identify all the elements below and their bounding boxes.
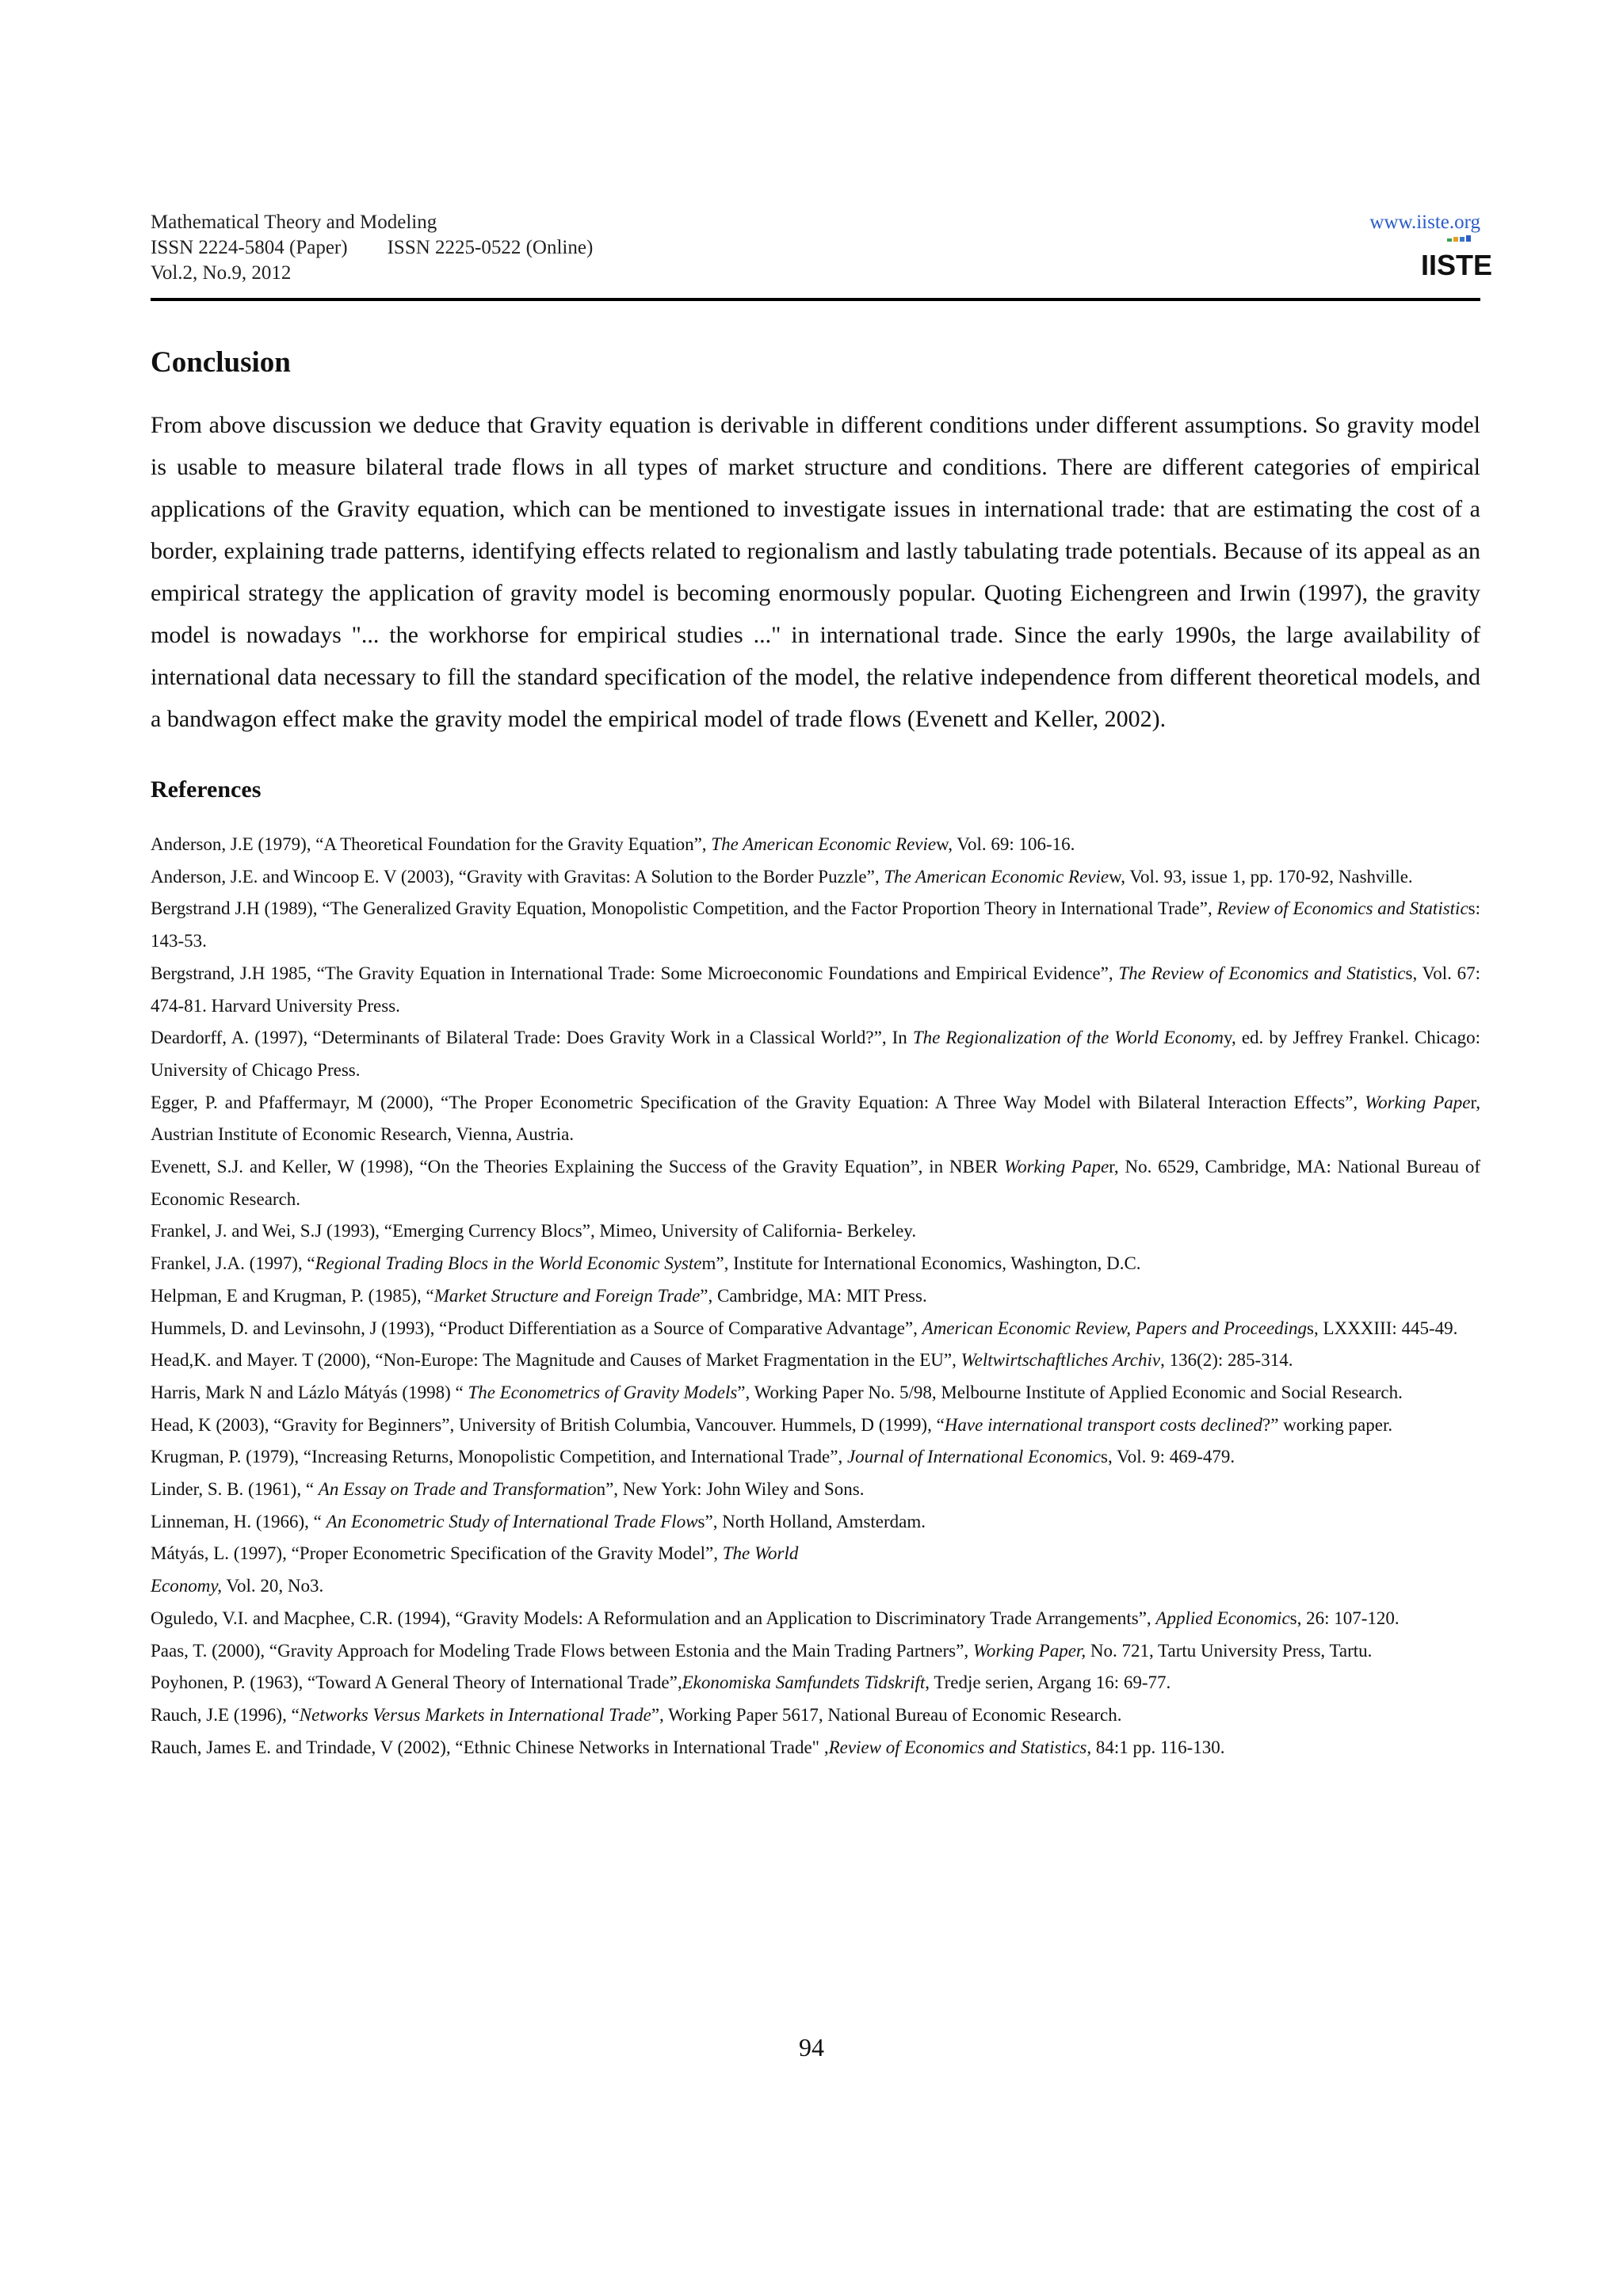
reference-source-title: Regional Trading Blocs in the World Economic Syste — [315, 1253, 702, 1274]
reference-source-title: Have international transport costs declined — [944, 1414, 1262, 1435]
reference-text: Head, K (2003), “Gravity for Beginners”, University of British Columbia, Vancouver. Hummels, D (1999), “ — [151, 1414, 945, 1435]
reference-source-title: The American Economic Revie — [711, 834, 937, 854]
reference-text: w, Vol. 93, issue 1, pp. 170-92, Nashville. — [1109, 866, 1413, 887]
reference-item — [151, 1667, 1480, 1699]
reference-source-title: Working Pape — [1365, 1092, 1471, 1112]
reference-text: Hummels, D. and Levinsohn, J (1993), “Product Differentiation as a Source of Comparative Advantage”, — [151, 1318, 922, 1338]
reference-text: Mátyás, L. (1997), “Proper Econometric Specification of the Gravity Model”, — [151, 1543, 723, 1564]
reference-item — [151, 1313, 1480, 1345]
reference-text: No. 721, Tartu University Press, Tartu. — [1086, 1640, 1373, 1661]
issn-line — [151, 235, 1480, 261]
reference-source-title: American Economic Review, Papers and Proceeding — [922, 1318, 1308, 1338]
reference-text: m”, Institute for International Economics, Washington, D.C. — [701, 1253, 1141, 1274]
reference-item — [151, 1538, 1480, 1570]
reference-text: Bergstrand J.H (1989), “The Generalized Gravity Equation, Monopolistic Competition, and the Factor Proportion Theory in International Trade”, — [151, 898, 1217, 919]
reference-item — [151, 1377, 1480, 1409]
reference-text: Paas, T. (2000), “Gravity Approach for Modeling Trade Flows between Estonia and the Main Trading Partners”, — [151, 1640, 973, 1661]
reference-text: s: 143-53. — [151, 898, 1480, 952]
conclusion-paragraph: From above discussion we deduce that Gravity equation is derivable in different conditions under different assumptions. So gravity model is usable to measure bilateral trade flows in all types of market structure and conditions. There are different categories of empirical applications of the Gravity equation, which can be mentioned to investigate issues in international trade: that are estimating the cost of a border, explaining trade patterns, identifying effects related to regionalism and lastly tabulating trade potentials. Because of its appeal as an empirical strategy the application of gravity model is becoming enormously popular. Quoting Eichengreen and Irwin (1997), the gravity model is nowadays "... the workhorse for empirical studies ..." in international trade. Since the early 1990s, the large availability of international data necessary to fill the standard specification of the model, the relative independence from different theoretical models, and a bandwagon effect make the gravity model the empirical model of trade flows (Evenett and Keller, 2002). — [151, 412, 1480, 732]
reference-text: ”, Working Paper No. 5/98, Melbourne Institute of Applied Economic and Social Research. — [737, 1382, 1403, 1402]
reference-text: , Tredje serien, Argang 16: 69-77. — [925, 1672, 1171, 1693]
reference-item — [151, 1603, 1480, 1635]
reference-text: Linder, S. B. (1961), “ — [151, 1479, 319, 1500]
reference-text: Rauch, J.E (1996), “ — [151, 1704, 300, 1725]
reference-text: n”, New York: John Wiley and Sons. — [596, 1479, 865, 1500]
reference-text: r, No. 6529, Cambridge, MA: National Bureau of Economic Research. — [151, 1157, 1480, 1209]
reference-text: Helpman, E and Krugman, P. (1985), “ — [151, 1285, 434, 1306]
reference-item — [151, 1151, 1480, 1215]
reference-item — [151, 1699, 1480, 1732]
reference-item — [151, 893, 1480, 957]
reference-item — [151, 1474, 1480, 1506]
reference-item — [151, 958, 1480, 1022]
reference-text: Oguledo, V.I. and Macphee, C.R. (1994), “Gravity Models: A Reformulation and an Application to Discriminatory Trade Arrangements”, — [151, 1608, 1156, 1628]
reference-item — [151, 1215, 1480, 1248]
reference-item — [151, 1635, 1480, 1668]
reference-text: s, 26: 107-120. — [1289, 1608, 1400, 1628]
reference-item — [151, 1022, 1480, 1086]
journal-header — [151, 210, 1493, 286]
reference-text: Frankel, J. and Wei, S.J (1993), “Emerging Currency Blocs”, Mimeo, University of California- Berkeley. — [151, 1221, 917, 1241]
reference-source-title: An Econometric Study of International Trade Flow — [326, 1511, 698, 1531]
reference-item — [151, 861, 1480, 894]
reference-text: r, Austrian Institute of Economic Research, Vienna, Austria. — [151, 1092, 1480, 1145]
reference-source-title: The Review of Economics and Statistic — [1118, 963, 1406, 983]
reference-item — [151, 1248, 1480, 1280]
reference-text: Rauch, James E. and Trindade, V (2002), “Ethnic Chinese Networks in International Trade" , — [151, 1737, 829, 1757]
reference-item — [151, 1409, 1480, 1442]
reference-source-title: Review of Economics and Statistic — [1216, 898, 1468, 919]
reference-text: s, Vol. 67: 474-81. Harvard University Press. — [151, 963, 1480, 1016]
reference-source-title: The World — [722, 1543, 799, 1564]
iiste-logo-icon — [1420, 235, 1493, 281]
reference-text: s, LXXXIII: 445-49. — [1307, 1318, 1458, 1338]
reference-source-title: Networks Versus Markets in International Trade — [299, 1704, 651, 1725]
reference-source-title: The American Economic Revie — [884, 866, 1109, 887]
journal-name: Mathematical Theory and Modeling — [151, 212, 437, 233]
issn-paper: ISSN 2224-5804 (Paper) — [151, 237, 348, 258]
reference-text: Frankel, J.A. (1997), “ — [151, 1253, 315, 1274]
reference-text: Anderson, J.E (1979), “A Theoretical Foundation for the Gravity Equation”, — [151, 834, 712, 854]
reference-source-title: Applied Economic — [1155, 1608, 1290, 1628]
page-number: 94 — [799, 2033, 824, 2061]
reference-text: ”, Cambridge, MA: MIT Press. — [700, 1285, 927, 1306]
reference-text: Linneman, H. (1966), “ — [151, 1511, 327, 1531]
reference-item — [151, 1280, 1480, 1313]
reference-text: ?” working paper. — [1262, 1414, 1393, 1435]
reference-text: Poyhonen, P. (1963), “Toward A General Theory of International Trade”, — [151, 1672, 682, 1693]
conclusion-heading: Conclusion — [151, 346, 291, 379]
reference-text: Harris, Mark N and Lázlo Mátyás (1998) “ — [151, 1382, 468, 1402]
reference-source-title: The Econometrics of Gravity Models — [468, 1382, 738, 1402]
reference-text: Deardorff, A. (1997), “Determinants of Bilateral Trade: Does Gravity Work in a Classical World?”, In — [151, 1028, 913, 1048]
reference-text: Bergstrand, J.H 1985, “The Gravity Equation in International Trade: Some Microeconomic Foundations and Empirical Evidence”, — [151, 963, 1119, 983]
logo-text: IISTE — [1420, 249, 1493, 281]
references-heading: References — [151, 776, 262, 803]
reference-item — [151, 1087, 1480, 1151]
reference-text: Krugman, P. (1979), “Increasing Returns, Monopolistic Competition, and International Trade”, — [151, 1447, 847, 1467]
reference-text: Head,K. and Mayer. T (2000), “Non-Europe: The Magnitude and Causes of Market Fragmentation in the EU”, — [151, 1350, 961, 1371]
reference-item — [151, 1441, 1480, 1474]
reference-source-title: The Regionalization of the World Econom — [912, 1028, 1224, 1048]
reference-text: s, Vol. 9: 469-479. — [1101, 1447, 1235, 1467]
reference-source-title: Market Structure and Foreign Trade — [433, 1285, 701, 1306]
reference-text: Egger, P. and Pfaffermayr, M (2000), “The Proper Econometric Specification of the Gravity Equation: A Three Way Model with Bilateral Interaction Effects”, — [151, 1092, 1365, 1112]
reference-text: y, ed. by Jeffrey Frankel. Chicago: University of Chicago Press. — [151, 1028, 1480, 1080]
reference-source-title: Working Paper, — [972, 1640, 1086, 1661]
reference-item — [151, 1570, 1480, 1603]
reference-list — [151, 829, 1480, 1764]
journal-website-link[interactable]: www.iiste.org — [1369, 212, 1480, 233]
reference-source-title: Journal of International Economic — [846, 1447, 1102, 1467]
reference-text: ”, Working Paper 5617, National Bureau of Economic Research. — [651, 1704, 1122, 1725]
reference-item — [151, 829, 1480, 861]
reference-source-title: Economy, — [151, 1576, 223, 1596]
reference-item — [151, 1506, 1480, 1539]
reference-source-title: An Essay on Trade and Transformatio — [318, 1479, 597, 1500]
reference-item — [151, 1344, 1480, 1377]
issn-online: ISSN 2225-0522 (Online) — [387, 237, 594, 258]
reference-text: w, Vol. 69: 106-16. — [936, 834, 1075, 854]
reference-text: s”, North Holland, Amsterdam. — [697, 1511, 926, 1531]
reference-source-title: Weltwirtschaftliches Archiv — [960, 1350, 1161, 1371]
reference-text: 84:1 pp. 116-130. — [1091, 1737, 1225, 1757]
reference-source-title: Ekonomiska Samfundets Tidskrift — [682, 1672, 926, 1693]
reference-text: Vol. 20, No3. — [222, 1576, 324, 1596]
reference-source-title: Working Pape — [1004, 1157, 1109, 1177]
reference-text: Anderson, J.E. and Wincoop E. V (2003), “Gravity with Gravitas: A Solution to the Border Puzzle”, — [151, 866, 884, 887]
volume-info: Vol.2, No.9, 2012 — [151, 262, 292, 284]
reference-text: , 136(2): 285-314. — [1160, 1350, 1293, 1371]
header-divider — [151, 298, 1480, 301]
reference-text: Evenett, S.J. and Keller, W (1998), “On the Theories Explaining the Success of the Gravity Equation”, in NBER — [151, 1157, 1005, 1177]
reference-item — [151, 1732, 1480, 1764]
main-content — [151, 341, 1480, 1764]
reference-source-title: Review of Economics and Statistics, — [828, 1737, 1092, 1757]
